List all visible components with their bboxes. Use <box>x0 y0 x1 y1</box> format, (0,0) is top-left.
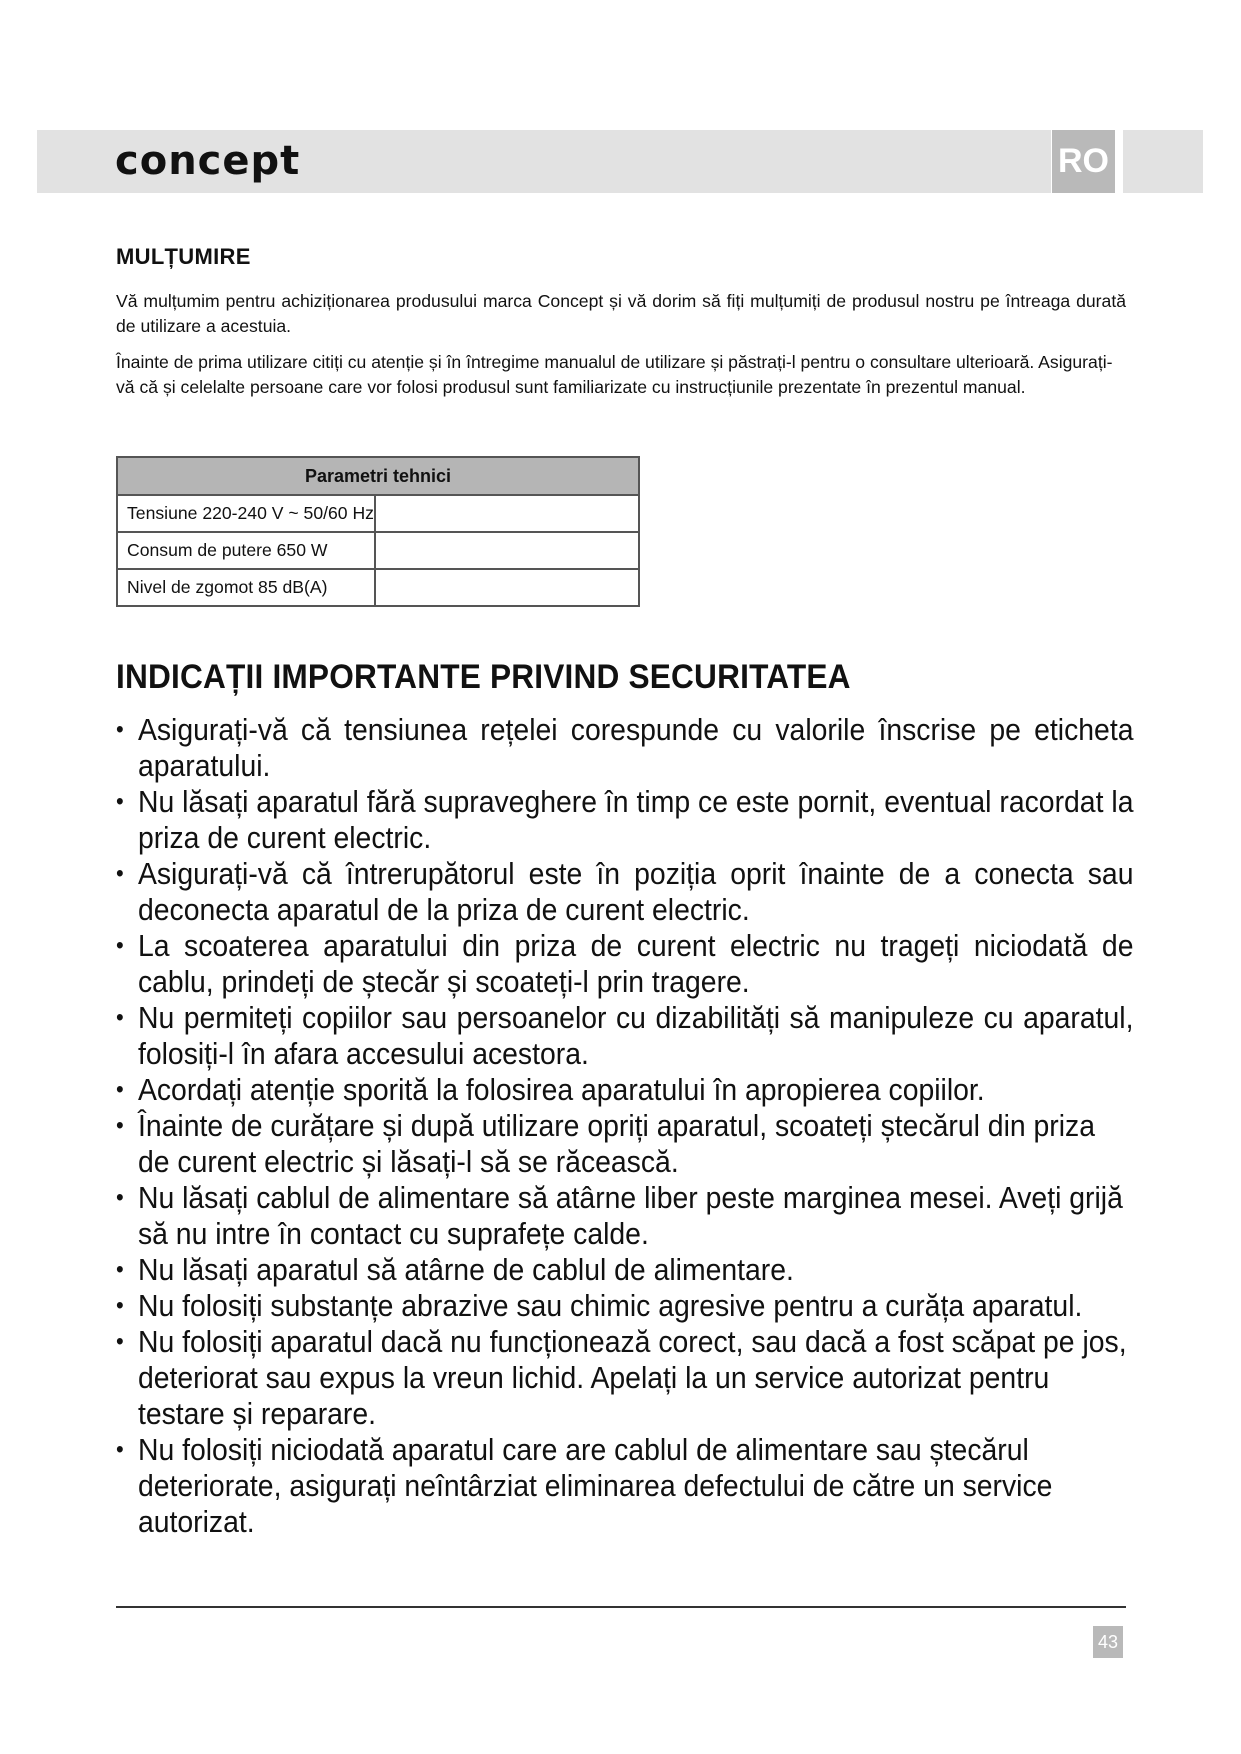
list-item: • Asigurați-vă că tensiunea rețelei corespunde cu valorile înscrise pe eticheta aparatului. <box>116 712 1134 783</box>
footer-divider <box>116 1606 1126 1608</box>
bullet-icon: • <box>116 932 124 959</box>
param-voltage-value <box>375 495 639 532</box>
list-item: • Nu folosiți substanțe abrazive sau chimic agresive pentru a curăța aparatul. <box>116 1288 1083 1323</box>
param-noise: Nivel de zgomot 85 dB(A) <box>117 569 375 606</box>
tech-params-table <box>116 456 640 607</box>
bullet-icon: • <box>116 860 124 887</box>
list-item: • Asigurați-vă că întrerupătorul este în poziția oprit înainte de a conecta sau deconecta aparatul de la priza de curent electric. <box>116 856 1134 927</box>
table-row <box>117 495 639 532</box>
bullet-icon: • <box>116 788 124 815</box>
list-item: • Nu permiteți copiilor sau persoanelor cu dizabilități să manipuleze cu aparatul, folosiți-l în afara accesului acestora. <box>116 1000 1134 1071</box>
thanks-paragraph-2: Înainte de prima utilizare citiți cu atenție și în întregime manualul de utilizare și păstrați-l pentru o consultare ulterioară. Asigurați-vă că și celelalte persoane care vor folosi produsul sunt familiarizate cu instrucțiunile prezentate în prezentul manual. <box>116 352 1113 397</box>
language-badge: RO <box>1052 130 1115 193</box>
list-item: • Nu folosiți aparatul dacă nu funcționează corect, sau dacă a fost scăpat pe jos, deteriorat sau expus la vreun lichid. Apelați la un service autorizat pentru testare și reparare. <box>116 1324 1127 1431</box>
thanks-paragraph-1: Vă mulțumim pentru achiziționarea produsului marca Concept și vă dorim să fiți mulțumiți de produsul nostru pe întreaga durată de utilizare a acestuia. <box>116 291 1126 336</box>
table-row <box>117 532 639 569</box>
param-voltage: Tensiune 220-240 V ~ 50/60 Hz <box>117 495 375 532</box>
bullet-icon: • <box>116 1256 124 1283</box>
bullet-icon: • <box>116 1184 124 1211</box>
param-power-value <box>375 532 639 569</box>
list-item: • Nu folosiți niciodată aparatul care are cablul de alimentare sau ștecărul deteriorate, asigurați neîntârziat eliminarea defectului de către un service autorizat. <box>116 1432 1053 1539</box>
list-item: • Înainte de curățare și după utilizare opriți aparatul, scoateți ștecărul din priza de curent electric și lăsați-l să se răcească. <box>116 1108 1096 1179</box>
param-power: Consum de putere 650 W <box>117 532 375 569</box>
bullet-icon: • <box>116 1076 124 1103</box>
safety-list <box>116 712 1136 1540</box>
table-title: Parametri tehnici <box>117 457 639 495</box>
list-item: • Nu lăsați aparatul fără supraveghere în timp ce este pornit, eventual racordat la priza de curent electric. <box>116 784 1134 855</box>
bullet-icon: • <box>116 1004 124 1031</box>
list-item: • Nu lăsați aparatul să atârne de cablul de alimentare. <box>116 1252 794 1287</box>
header-bar-tail <box>1123 130 1203 193</box>
table-row <box>117 569 639 606</box>
bullet-icon: • <box>116 1112 124 1139</box>
table-header-row <box>117 457 639 495</box>
page-number: 43 <box>1093 1626 1123 1658</box>
list-item: • Acordați atenție sporită la folosirea aparatului în apropierea copiilor. <box>116 1072 985 1107</box>
param-noise-value <box>375 569 639 606</box>
brand-logo: concept <box>115 138 301 184</box>
list-item: • Nu lăsați cablul de alimentare să atârne liber peste marginea mesei. Aveți grijă să nu intre în contact cu suprafețe calde. <box>116 1180 1123 1251</box>
bullet-icon: • <box>116 716 124 743</box>
bullet-icon: • <box>116 1328 124 1355</box>
bullet-icon: • <box>116 1292 124 1319</box>
bullet-icon: • <box>116 1436 124 1463</box>
list-item: • La scoaterea aparatului din priza de curent electric nu trageți niciodată de cablu, prindeți de ștecăr și scoateți-l prin tragere. <box>116 928 1134 999</box>
thanks-heading: MULȚUMIRE <box>116 244 251 269</box>
safety-heading: INDICAȚII IMPORTANTE PRIVIND SECURITATEA <box>116 658 851 696</box>
